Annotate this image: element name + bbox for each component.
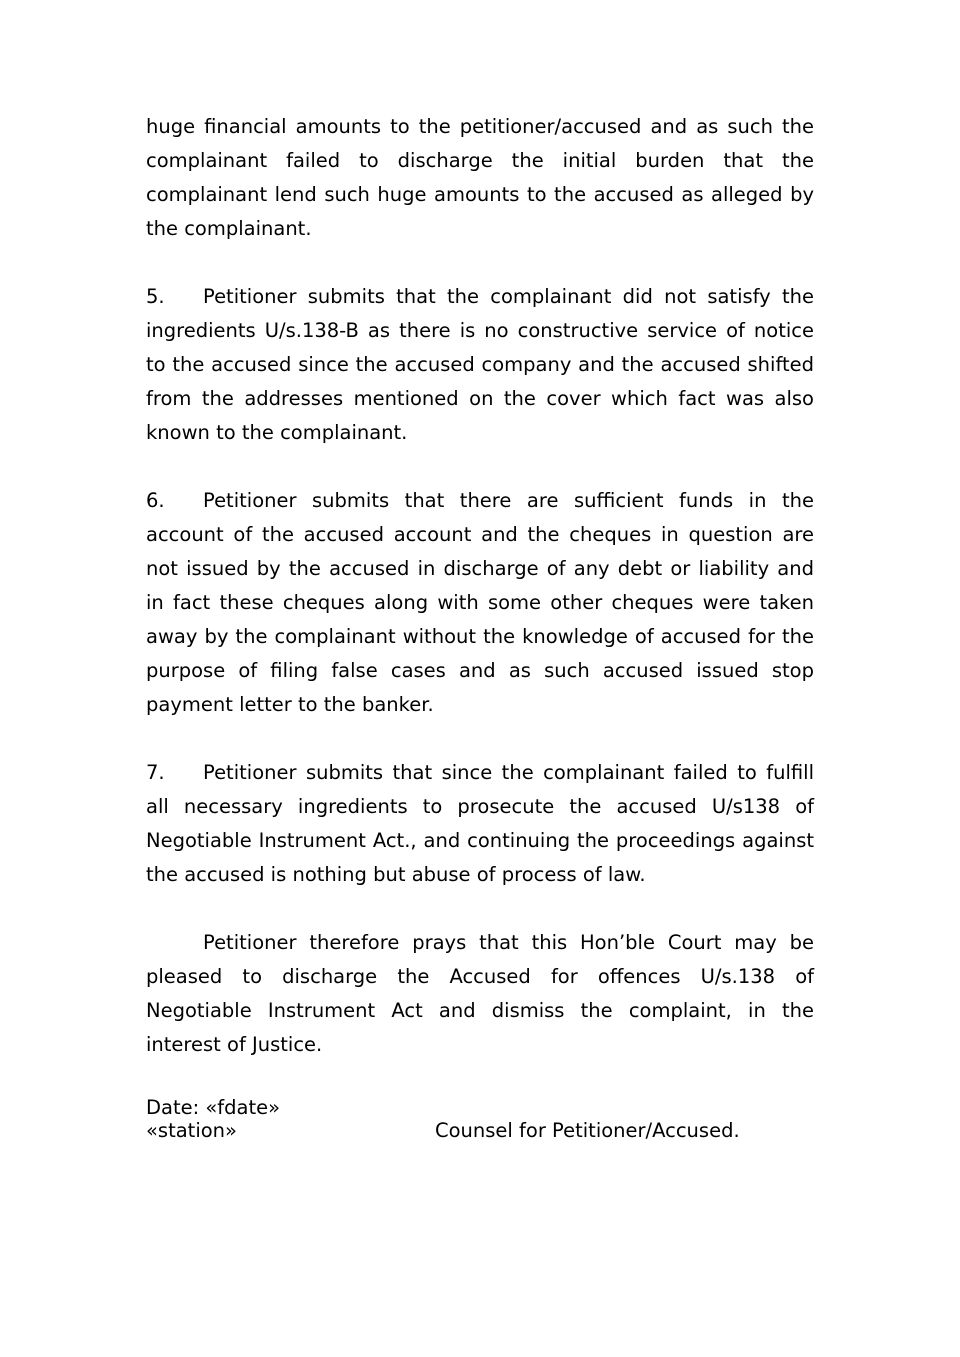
prayer-paragraph: Petitioner therefore prays that this Hon’ble Court may be pleased to discharge the Accused for offences U/s.138 of Negotiable Instrument Act and dismiss the complaint, in the interest of Justice.	[146, 931, 814, 1056]
paragraph-7-text: Petitioner submits that since the complainant failed to fulfill all necessary ingredients to prosecute the accused U/s138 of Negotiable Instrument Act., and continuing the proceedings against the accused is nothing but abuse of process of law.	[146, 761, 814, 886]
station-signature-row	[146, 1119, 814, 1142]
document-body	[146, 110, 814, 1142]
date-line: Date: «fdate»	[146, 1096, 281, 1119]
closing-block	[146, 1096, 814, 1142]
paragraph-6	[146, 484, 814, 722]
paragraph-6-text: Petitioner submits that there are sufficient funds in the account of the accused account and the cheques in question are not issued by the accused in discharge of any debt or liability and in fact these cheques along with some other cheques were taken away by the complainant without the knowledge of accused for the purpose of filing false cases and as such accused issued stop payment letter to the banker.	[146, 489, 814, 716]
paragraph-7	[146, 756, 814, 892]
paragraph-5	[146, 280, 814, 450]
date-row	[146, 1096, 814, 1119]
paragraph-7-number: 7.	[146, 761, 165, 784]
paragraph-5-number: 5.	[146, 285, 165, 308]
paragraph-5-text: Petitioner submits that the complainant did not satisfy the ingredients U/s.138-B as there is no constructive service of notice to the accused since the accused company and the accused shifted from the addresses mentioned on the cover which fact was also known to the complainant.	[146, 285, 814, 444]
station-field: «station»	[146, 1119, 237, 1142]
counsel-signature: Counsel for Petitioner/Accused.	[435, 1119, 740, 1142]
paragraph-6-number: 6.	[146, 489, 165, 512]
paragraph-continued: huge financial amounts to the petitioner/accused and as such the complainant failed to discharge the initial burden that the complainant lend such huge amounts to the accused as alleged by the complainant.	[146, 115, 814, 240]
